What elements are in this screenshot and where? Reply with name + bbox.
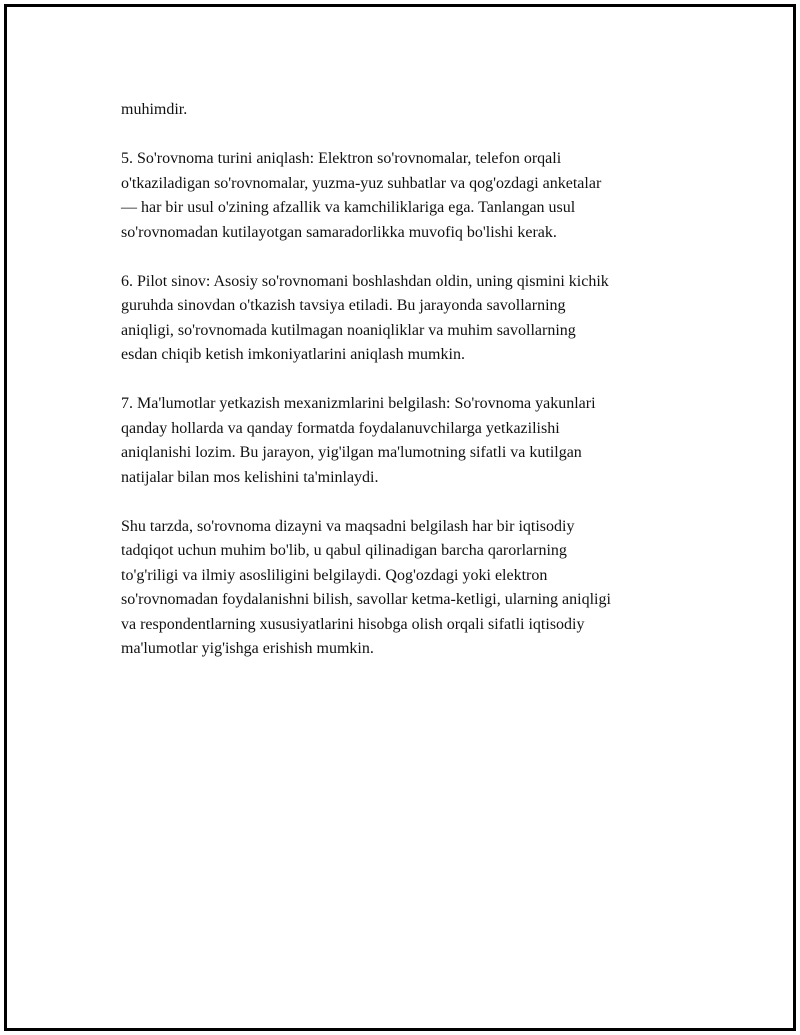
text-line: so'rovnomadan kutilayotgan samaradorlikka muvofiq bo'lishi kerak. (121, 223, 557, 241)
text-line: va respondentlarning xususiyatlarini hisobga olish orqali sifatli iqtisodiy (121, 615, 585, 633)
paragraph-continuation (121, 98, 701, 123)
text-line: 7. Ma'lumotlar yetkazish mexanizmlarini belgilash: So'rovnoma yakunlari (121, 395, 596, 412)
text-line: guruhda sinovdan o'tkazish tavsiya etiladi. Bu jarayonda savollarning (121, 297, 566, 314)
text-line: muhimdir. (121, 101, 188, 118)
text-line: ma'lumotlar yig'ishga erishish mumkin. (121, 640, 374, 657)
paragraph-item-7 (121, 392, 701, 490)
page-frame (4, 4, 796, 1031)
text-line: aniqlanishi lozim. Bu jarayon, yig'ilgan ma'lumotning sifatli va kutilgan (121, 444, 582, 461)
document-body (121, 98, 701, 686)
paragraph-item-6 (121, 270, 701, 368)
text-line: to'g'riligi va ilmiy asosliligini belgilaydi. Qog'ozdagi yoki elektron (121, 566, 548, 584)
text-line: natijalar bilan mos kelishini ta'minlaydi. (121, 468, 379, 486)
text-line: o'tkaziladigan so'rovnomalar, yuzma-yuz suhbatlar va qog'ozdagi anketalar (121, 174, 602, 192)
text-line: aniqligi, so'rovnomada kutilmagan noaniqliklar va muhim savollarning (121, 321, 576, 339)
text-line: 6. Pilot sinov: Asosiy so'rovnomani boshlashdan oldin, uning qismini kichik (121, 272, 609, 290)
text-line: qanday hollarda va qanday formatda foydalanuvchilarga yetkazilishi (121, 419, 560, 437)
text-line: 5. So'rovnoma turini aniqlash: Elektron so'rovnomalar, telefon orqali (121, 150, 562, 167)
text-line: — har bir usul o'zining afzallik va kamchiliklariga ega. Tanlangan usul (121, 199, 576, 216)
text-line: Shu tarzda, so'rovnoma dizayni va maqsadni belgilash har bir iqtisodiy (121, 517, 575, 535)
text-line: tadqiqot uchun muhim bo'lib, u qabul qilinadigan barcha qarorlarning (121, 542, 567, 559)
paragraph-item-5 (121, 147, 701, 245)
paragraph-conclusion (121, 515, 701, 662)
text-line: so'rovnomadan foydalanishni bilish, savollar ketma-ketligi, ularning aniqligi (121, 591, 611, 608)
text-line: esdan chiqib ketish imkoniyatlarini aniqlash mumkin. (121, 346, 465, 363)
